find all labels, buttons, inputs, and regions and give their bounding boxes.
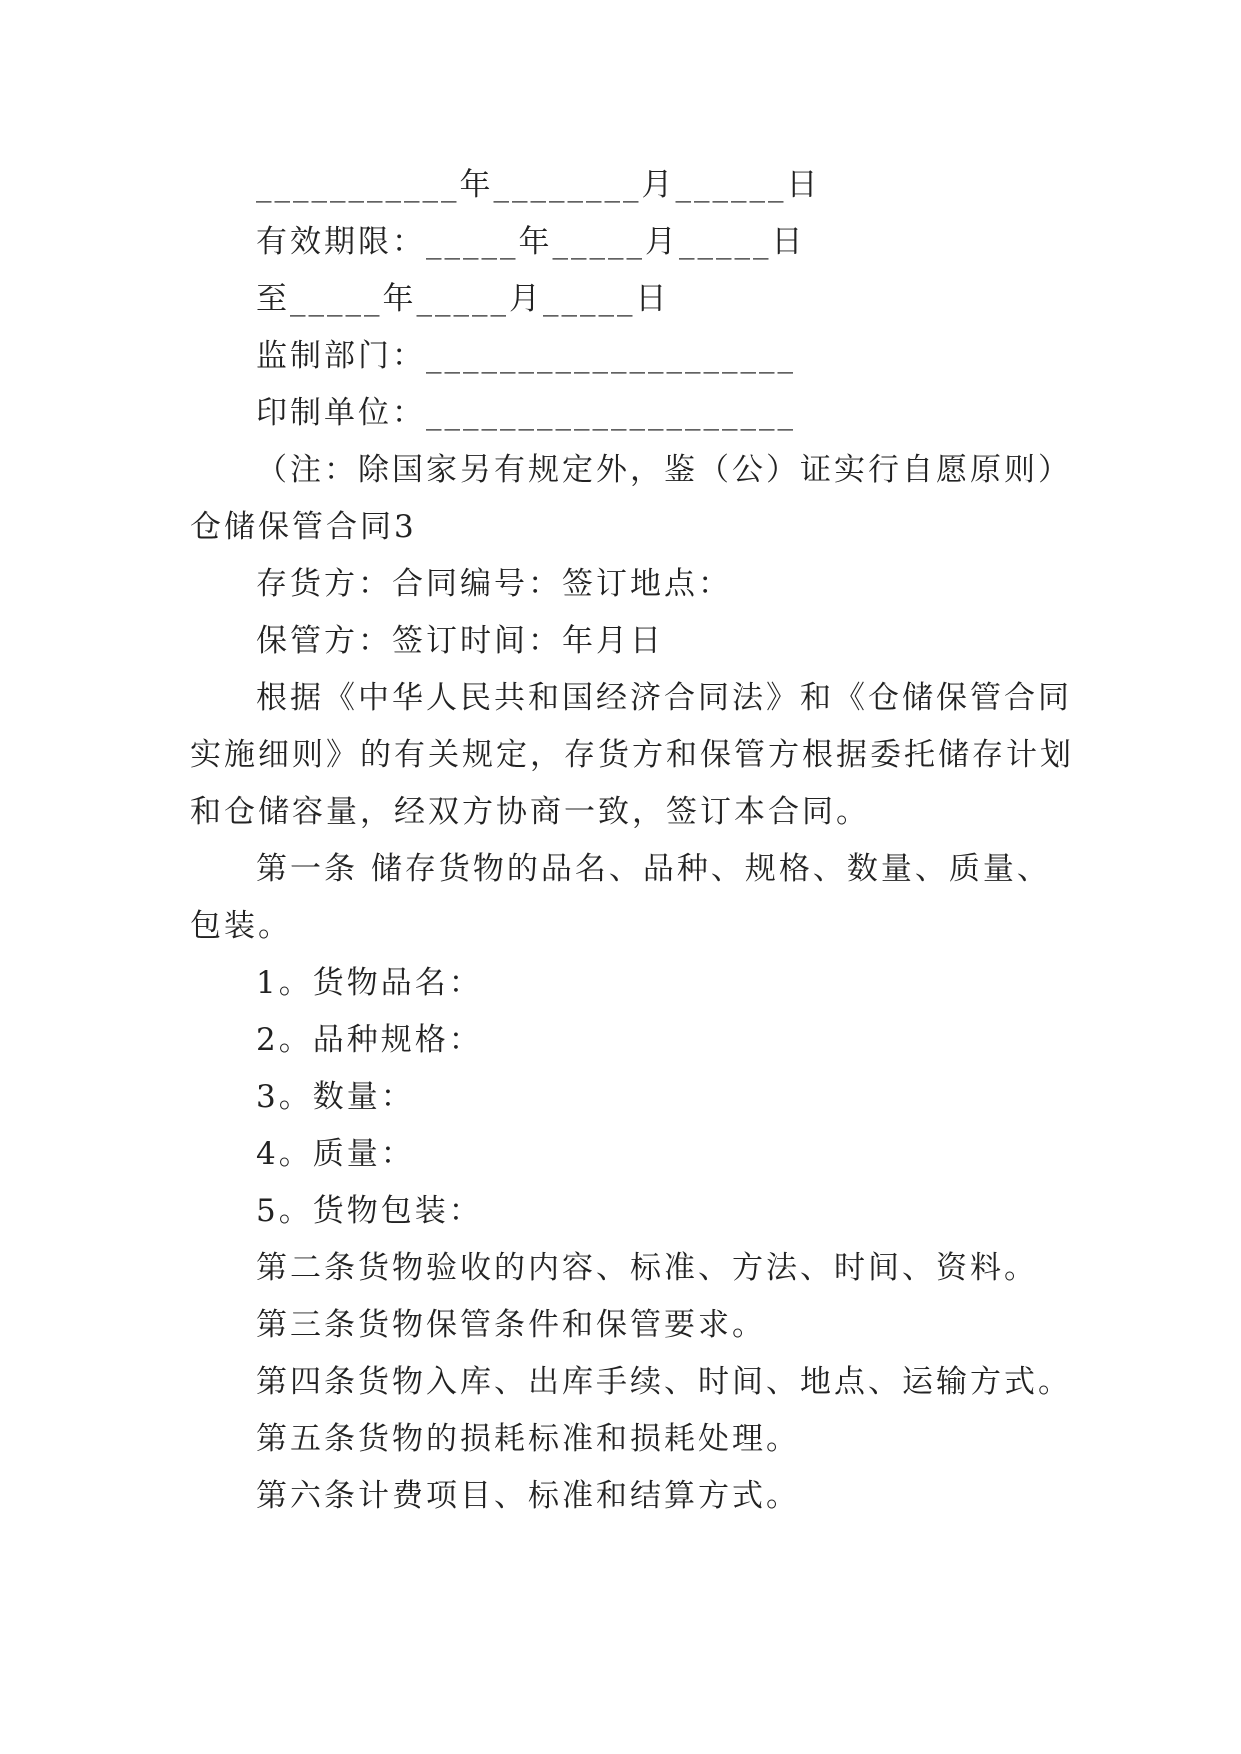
article-one-continuation: 包装。 xyxy=(190,908,292,944)
article-line: 第四条货物入库、出库手续、时间、地点、运输方式。 xyxy=(256,1364,1072,1400)
list-item: 4。质量： xyxy=(256,1136,415,1172)
section-title: 仓储保管合同3 xyxy=(190,509,417,545)
validity-end-line: 至_____年_____月_____日 xyxy=(256,281,670,317)
list-item: 1。货物品名： xyxy=(256,965,483,1001)
article-one-line: 第一条 储存货物的品名、品种、规格、数量、质量、 xyxy=(256,851,1051,887)
custodian-line: 保管方：签订时间：年月日 xyxy=(256,623,664,659)
article-line: 第六条计费项目、标准和结算方式。 xyxy=(256,1478,800,1514)
paragraph-line: 实施细则》的有关规定，存货方和保管方根据委托储存计划 xyxy=(190,737,1074,773)
list-item: 3。数量： xyxy=(256,1079,415,1115)
paragraph-line: 和仓储容量，经双方协商一致，签订本合同。 xyxy=(190,794,870,830)
article-line: 第二条货物验收的内容、标准、方法、时间、资料。 xyxy=(256,1250,1038,1286)
printing-unit-line: 印制单位：____________________ xyxy=(256,395,796,431)
validity-period-line: 有效期限：_____年_____月_____日 xyxy=(256,224,806,260)
supervising-department-line: 监制部门：____________________ xyxy=(256,338,796,374)
list-item: 5。货物包装： xyxy=(256,1193,483,1229)
article-line: 第五条货物的损耗标准和损耗处理。 xyxy=(256,1421,800,1457)
article-line: 第三条货物保管条件和保管要求。 xyxy=(256,1307,766,1343)
note-line: （注：除国家另有规定外，鉴（公）证实行自愿原则） xyxy=(256,452,1072,488)
paragraph-line: 根据《中华人民共和国经济合同法》和《仓储保管合同 xyxy=(256,680,1072,716)
list-item: 2。品种规格： xyxy=(256,1022,483,1058)
date-line: ___________年________月______日 xyxy=(256,167,821,203)
depositor-line: 存货方：合同编号：签订地点： xyxy=(256,566,732,602)
